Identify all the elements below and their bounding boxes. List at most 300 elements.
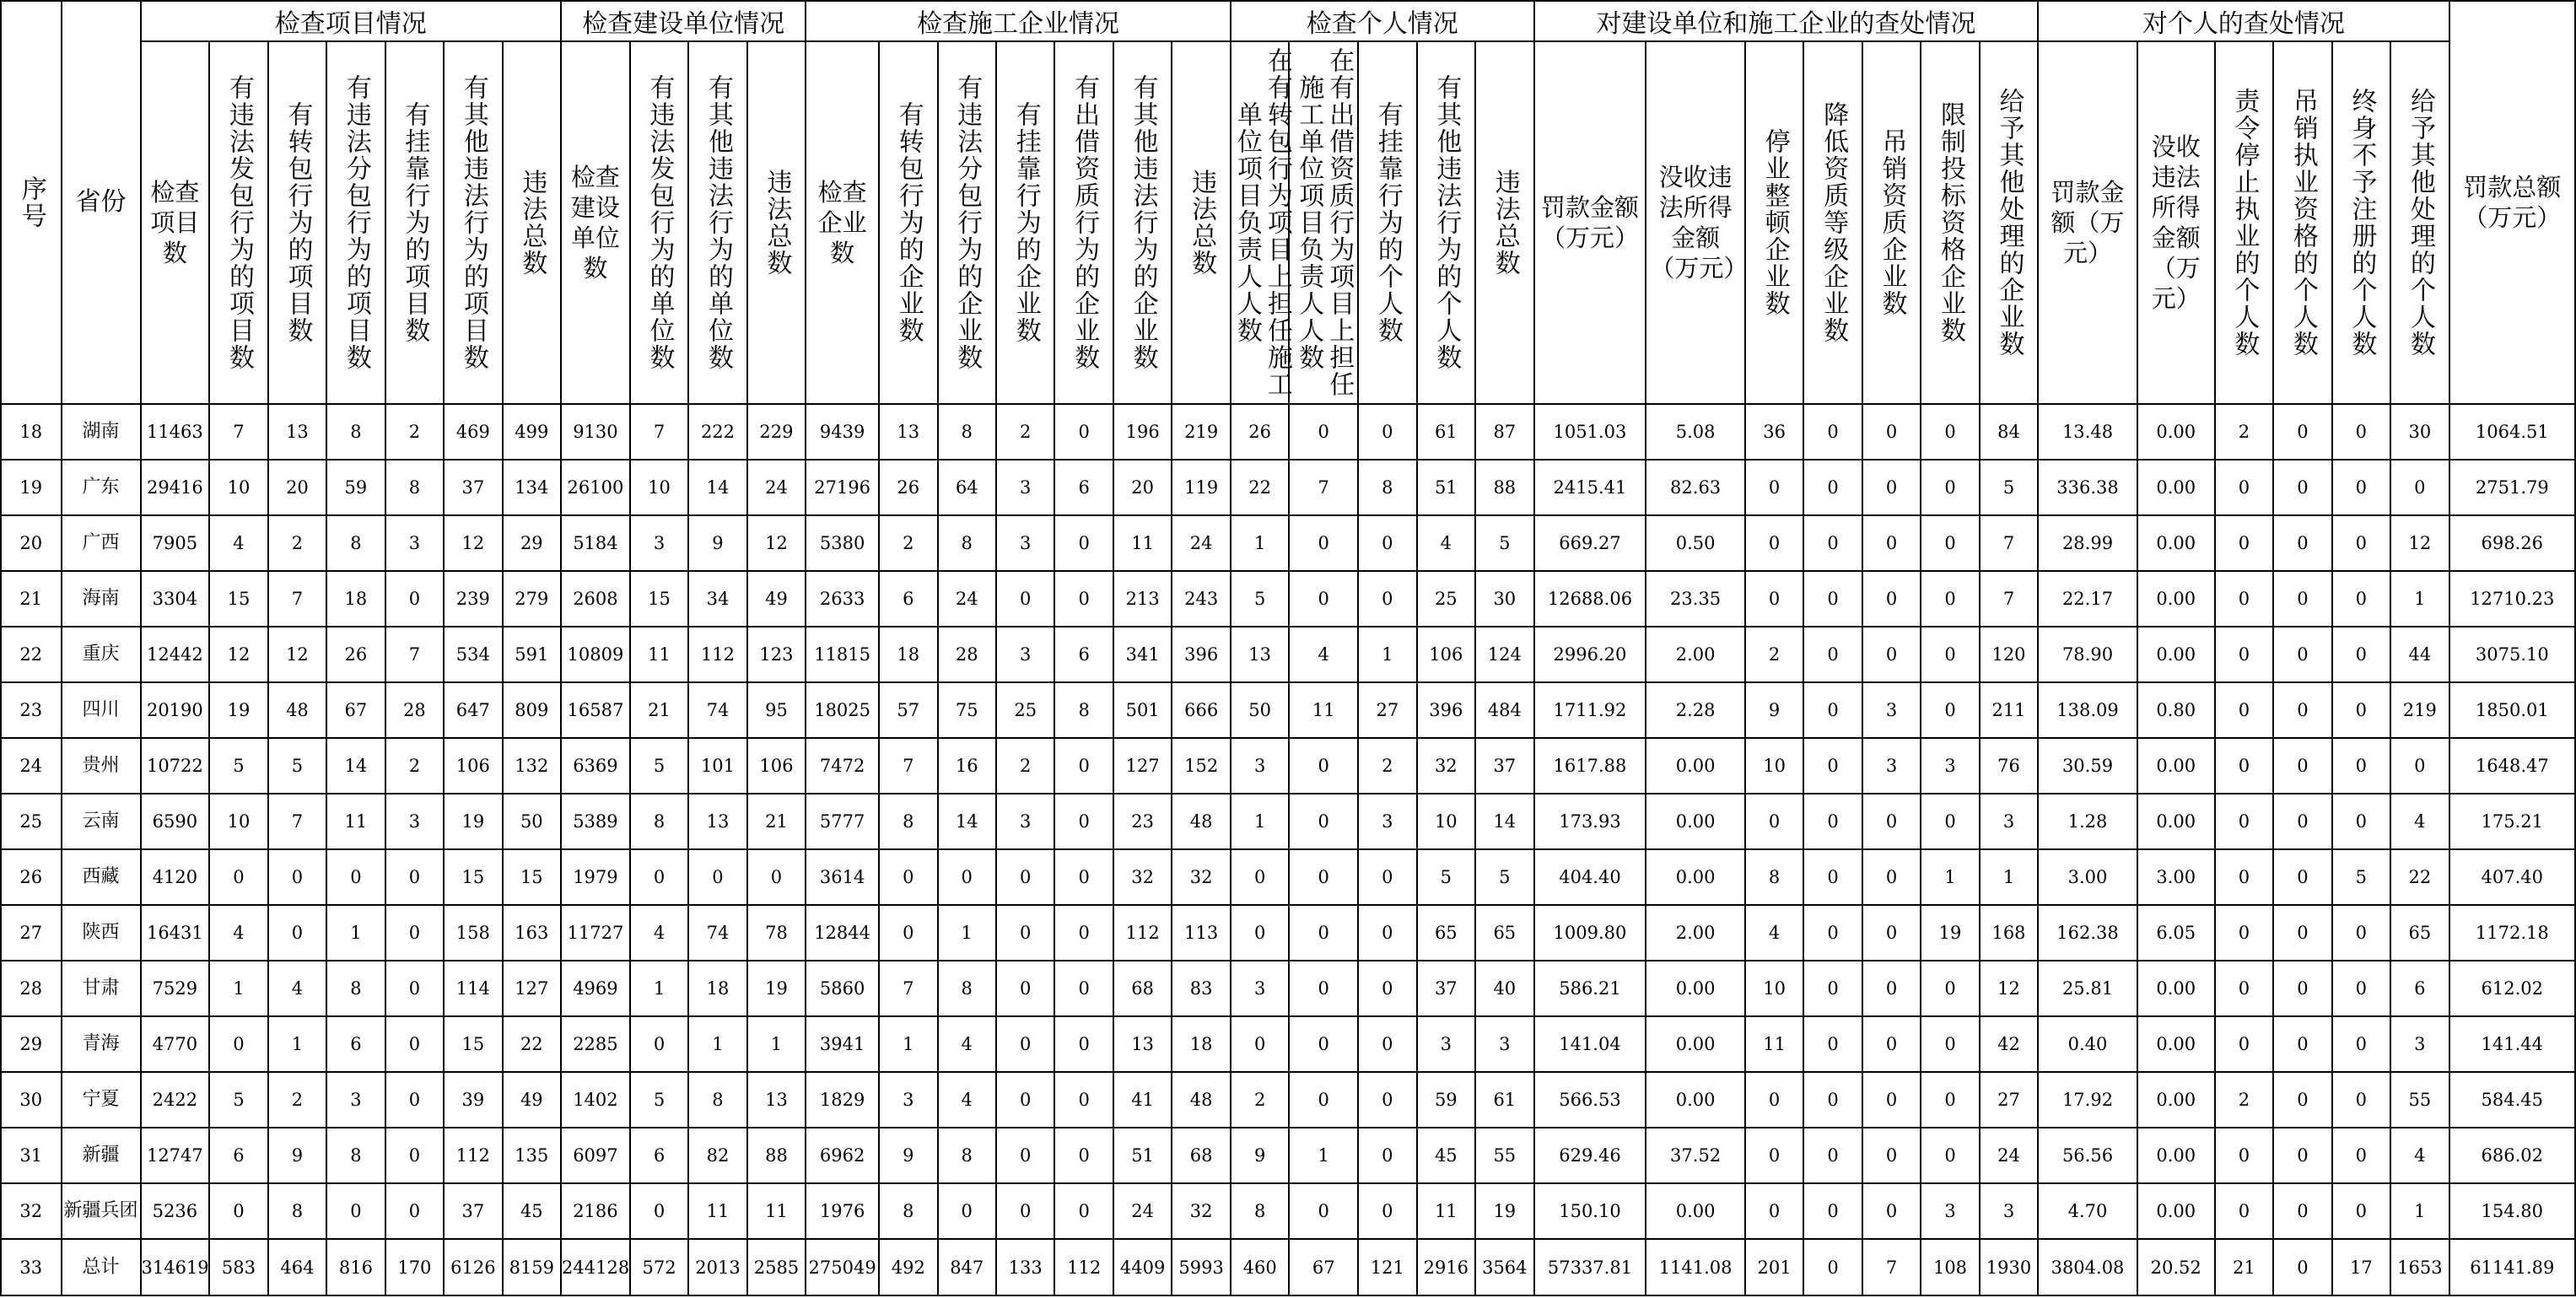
table-cell: 5 — [2332, 849, 2390, 905]
row-seq-cell: 22 — [1, 627, 62, 682]
col-header-12: 违法总数 — [747, 41, 806, 404]
table-cell: 113 — [1172, 905, 1231, 961]
table-cell: 5 — [1980, 460, 2039, 515]
table-cell: 3941 — [806, 1016, 879, 1072]
table-cell: 10 — [1745, 961, 1803, 1016]
row-seq-cell: 19 — [1, 460, 62, 515]
table-cell: 2 — [996, 738, 1054, 794]
table-cell: 37 — [1475, 738, 1534, 794]
table-cell: 0 — [879, 905, 937, 961]
table-cell: 10 — [209, 794, 267, 849]
table-cell: 0.00 — [1646, 849, 1744, 905]
table-cell: 1711.92 — [1534, 682, 1646, 738]
table-cell: 666 — [1172, 682, 1231, 738]
table-cell: 13 — [688, 794, 746, 849]
table-cell: 135 — [503, 1128, 561, 1183]
col-header-19: 违法总数 — [1172, 41, 1231, 404]
table-cell: 57337.81 — [1534, 1239, 1646, 1295]
table-cell: 0 — [1358, 1183, 1416, 1239]
row-province-cell: 西藏 — [62, 849, 141, 905]
row-province-cell: 新疆兵团 — [62, 1183, 141, 1239]
table-cell: 0 — [1862, 905, 1921, 961]
table-cell: 3 — [1921, 1183, 1979, 1239]
row-province-cell: 总计 — [62, 1239, 141, 1295]
table-cell: 9 — [688, 515, 746, 571]
table-cell: 0.40 — [2038, 1016, 2137, 1072]
table-cell: 11463 — [141, 404, 210, 460]
table-cell: 1009.80 — [1534, 905, 1646, 961]
table-cell: 9 — [879, 1128, 937, 1183]
table-cell: 6.05 — [2137, 905, 2215, 961]
table-cell: 106 — [747, 738, 806, 794]
table-cell: 0 — [2332, 460, 2390, 515]
table-cell: 18 — [688, 961, 746, 1016]
table-cell: 2 — [996, 404, 1054, 460]
table-cell: 2916 — [1417, 1239, 1475, 1295]
table-cell: 0 — [209, 1016, 267, 1072]
table-cell: 48 — [1172, 1072, 1231, 1128]
table-row — [1, 515, 2575, 571]
table-cell: 0 — [1862, 961, 1921, 1016]
table-cell: 0 — [1803, 460, 1862, 515]
table-cell: 0 — [1803, 515, 1862, 571]
table-cell: 124 — [1475, 627, 1534, 682]
table-cell: 3 — [630, 515, 688, 571]
table-cell: 0 — [268, 849, 326, 905]
row-province-cell: 海南 — [62, 571, 141, 627]
table-cell: 0.00 — [2137, 1128, 2215, 1183]
table-cell: 132 — [503, 738, 561, 794]
table-cell: 0 — [2215, 1183, 2273, 1239]
table-cell: 8 — [326, 961, 385, 1016]
table-cell: 0 — [996, 1072, 1054, 1128]
table-cell: 243 — [1172, 571, 1231, 627]
table-cell: 396 — [1417, 682, 1475, 738]
table-cell: 3614 — [806, 849, 879, 905]
table-cell: 134 — [503, 460, 561, 515]
table-cell: 5 — [1231, 571, 1289, 627]
table-cell: 18 — [1172, 1016, 1231, 1072]
table-cell: 0 — [1054, 571, 1113, 627]
col-header-27: 停业整顿企业数 — [1745, 41, 1803, 404]
table-cell: 34 — [688, 571, 746, 627]
table-cell: 0 — [2390, 460, 2449, 515]
table-cell: 11 — [326, 794, 385, 849]
table-row — [1, 794, 2575, 849]
table-cell: 13 — [1231, 627, 1289, 682]
table-cell: 4.70 — [2038, 1183, 2137, 1239]
table-cell: 0.00 — [2137, 1183, 2215, 1239]
table-cell: 1 — [1231, 794, 1289, 849]
table-cell: 0 — [630, 849, 688, 905]
table-cell: 12688.06 — [1534, 571, 1646, 627]
table-cell: 112 — [688, 627, 746, 682]
table-cell: 24 — [1980, 1128, 2039, 1183]
table-cell: 27 — [1358, 682, 1416, 738]
table-cell: 41 — [1113, 1072, 1172, 1128]
table-cell: 2013 — [688, 1239, 746, 1295]
table-cell: 18025 — [806, 682, 879, 738]
table-cell: 14 — [1475, 794, 1534, 849]
table-cell: 501 — [1113, 682, 1172, 738]
table-cell: 336.38 — [2038, 460, 2137, 515]
table-cell: 6 — [1054, 460, 1113, 515]
table-cell: 0 — [1862, 849, 1921, 905]
table-cell: 112 — [444, 1128, 502, 1183]
table-cell: 0 — [2332, 1183, 2390, 1239]
table-cell: 5 — [209, 738, 267, 794]
table-cell: 0 — [1289, 794, 1358, 849]
table-cell: 0.00 — [1646, 1016, 1744, 1072]
table-cell: 12442 — [141, 627, 210, 682]
table-cell: 0 — [1921, 794, 1979, 849]
table-cell: 6126 — [444, 1239, 502, 1295]
table-cell: 8 — [326, 1128, 385, 1183]
table-cell: 0 — [2332, 627, 2390, 682]
table-cell: 12710.23 — [2449, 571, 2575, 627]
table-cell: 0 — [385, 1128, 444, 1183]
table-cell: 40 — [1475, 961, 1534, 1016]
table-row — [1, 849, 2575, 905]
table-cell: 49 — [747, 571, 806, 627]
table-cell: 3 — [1475, 1016, 1534, 1072]
table-cell: 8 — [268, 1183, 326, 1239]
row-seq-cell: 21 — [1, 571, 62, 627]
table-cell: 0.00 — [2137, 1072, 2215, 1128]
table-row — [1, 905, 2575, 961]
table-cell: 0 — [1803, 627, 1862, 682]
table-cell: 0 — [1803, 738, 1862, 794]
table-cell: 26 — [879, 460, 937, 515]
table-cell: 20 — [268, 460, 326, 515]
table-cell: 0 — [1054, 404, 1113, 460]
table-cell: 8 — [938, 404, 996, 460]
table-cell: 5777 — [806, 794, 879, 849]
table-cell: 0 — [1862, 627, 1921, 682]
col-header-29: 吊销资质企业数 — [1862, 41, 1921, 404]
row-province-cell: 陕西 — [62, 905, 141, 961]
table-cell: 0 — [385, 571, 444, 627]
table-cell: 7472 — [806, 738, 879, 794]
table-cell: 1648.47 — [2449, 738, 2575, 794]
table-cell: 10 — [209, 460, 267, 515]
table-cell: 1064.51 — [2449, 404, 2575, 460]
row-province-cell: 四川 — [62, 682, 141, 738]
table-cell: 629.46 — [1534, 1128, 1646, 1183]
table-cell: 6 — [879, 571, 937, 627]
table-cell: 11 — [1745, 1016, 1803, 1072]
table-cell: 20 — [1113, 460, 1172, 515]
table-cell: 3804.08 — [2038, 1239, 2137, 1295]
col-header-15: 有违法分包行为的企业数 — [938, 41, 996, 404]
table-cell: 0 — [1745, 515, 1803, 571]
table-cell: 23.35 — [1646, 571, 1744, 627]
table-cell: 10 — [1745, 738, 1803, 794]
table-cell: 0 — [1803, 682, 1862, 738]
table-cell: 698.26 — [2449, 515, 2575, 571]
table-cell: 42 — [1980, 1016, 2039, 1072]
table-cell: 8 — [1231, 1183, 1289, 1239]
table-cell: 5 — [630, 1072, 688, 1128]
table-cell: 12 — [268, 627, 326, 682]
row-province-cell: 广西 — [62, 515, 141, 571]
table-cell: 3 — [996, 515, 1054, 571]
table-cell: 13.48 — [2038, 404, 2137, 460]
col-header-3: 有违法发包行为的项目数 — [209, 41, 267, 404]
table-cell: 26100 — [561, 460, 630, 515]
table-cell: 0 — [938, 1183, 996, 1239]
col-header-30: 限制投标资格企业数 — [1921, 41, 1979, 404]
table-cell: 44 — [2390, 627, 2449, 682]
table-cell: 84 — [1980, 404, 2039, 460]
table-cell: 4 — [938, 1016, 996, 1072]
table-cell: 0 — [2215, 1016, 2273, 1072]
table-cell: 13 — [879, 404, 937, 460]
table-cell: 0.00 — [1646, 1072, 1744, 1128]
table-cell: 6590 — [141, 794, 210, 849]
table-cell: 0 — [1231, 849, 1289, 905]
table-cell: 7 — [209, 404, 267, 460]
table-cell: 0 — [2273, 794, 2331, 849]
table-cell: 0 — [1921, 571, 1979, 627]
table-cell: 0 — [2332, 905, 2390, 961]
table-cell: 9439 — [806, 404, 879, 460]
row-province-cell: 甘肃 — [62, 961, 141, 1016]
table-cell: 14 — [688, 460, 746, 515]
table-cell: 196 — [1113, 404, 1172, 460]
table-cell: 0 — [1289, 905, 1358, 961]
table-cell: 314619 — [141, 1239, 210, 1295]
table-cell: 55 — [2390, 1072, 2449, 1128]
table-cell: 244128 — [561, 1239, 630, 1295]
table-cell: 0 — [1358, 515, 1416, 571]
col-header-8: 违法总数 — [503, 41, 561, 404]
table-cell: 0 — [1862, 571, 1921, 627]
table-cell: 3 — [996, 794, 1054, 849]
table-cell: 1 — [268, 1016, 326, 1072]
table-cell: 11 — [688, 1183, 746, 1239]
table-cell: 95 — [747, 682, 806, 738]
table-cell: 0 — [385, 1183, 444, 1239]
table-cell: 61 — [1417, 404, 1475, 460]
table-cell: 2 — [879, 515, 937, 571]
table-cell: 18 — [326, 571, 385, 627]
table-cell: 1829 — [806, 1072, 879, 1128]
table-cell: 9 — [1231, 1128, 1289, 1183]
table-cell: 0 — [1862, 515, 1921, 571]
table-cell: 120 — [1980, 627, 2039, 682]
table-cell: 5 — [268, 738, 326, 794]
table-cell: 1402 — [561, 1072, 630, 1128]
table-cell: 22 — [2390, 849, 2449, 905]
table-cell: 1850.01 — [2449, 682, 2575, 738]
group-header-penalties-org: 对建设单位和施工企业的查处情况 — [1534, 1, 2039, 41]
col-header-seq: 序号 — [1, 1, 62, 404]
table-cell: 3 — [996, 460, 1054, 515]
col-header-province: 省份 — [62, 1, 141, 404]
table-cell: 0 — [1358, 1072, 1416, 1128]
table-cell: 24 — [1172, 515, 1231, 571]
table-cell: 20190 — [141, 682, 210, 738]
table-cell: 74 — [688, 905, 746, 961]
table-cell: 36 — [1745, 404, 1803, 460]
row-seq-cell: 31 — [1, 1128, 62, 1183]
table-cell: 16587 — [561, 682, 630, 738]
table-cell: 0.00 — [1646, 794, 1744, 849]
table-cell: 0 — [1921, 1128, 1979, 1183]
table-cell: 2285 — [561, 1016, 630, 1072]
table-cell: 0 — [2273, 627, 2331, 682]
table-cell: 6 — [1054, 627, 1113, 682]
row-seq-cell: 20 — [1, 515, 62, 571]
table-cell: 3 — [996, 627, 1054, 682]
row-seq-cell: 24 — [1, 738, 62, 794]
table-cell: 0 — [1289, 515, 1358, 571]
table-cell: 88 — [747, 1128, 806, 1183]
row-seq-cell: 29 — [1, 1016, 62, 1072]
table-cell: 0 — [1358, 1128, 1416, 1183]
table-cell: 2 — [268, 515, 326, 571]
row-province-cell: 云南 — [62, 794, 141, 849]
table-cell: 1 — [747, 1016, 806, 1072]
table-cell: 138.09 — [2038, 682, 2137, 738]
table-cell: 4409 — [1113, 1239, 1172, 1295]
table-cell: 6962 — [806, 1128, 879, 1183]
table-cell: 29 — [503, 515, 561, 571]
table-row — [1, 571, 2575, 627]
table-cell: 0 — [1803, 1016, 1862, 1072]
table-row — [1, 682, 2575, 738]
table-cell: 4770 — [141, 1016, 210, 1072]
table-cell: 21 — [747, 794, 806, 849]
table-cell: 407.40 — [2449, 849, 2575, 905]
table-cell: 0 — [2215, 682, 2273, 738]
table-cell: 24 — [1113, 1183, 1172, 1239]
table-cell: 0 — [1803, 404, 1862, 460]
table-cell: 2 — [1745, 627, 1803, 682]
table-cell: 3 — [1231, 738, 1289, 794]
table-cell: 0 — [2332, 515, 2390, 571]
table-cell: 0 — [385, 961, 444, 1016]
table-cell: 2996.20 — [1534, 627, 1646, 682]
table-cell: 28 — [938, 627, 996, 682]
table-cell: 57 — [879, 682, 937, 738]
table-cell: 0 — [996, 1183, 1054, 1239]
table-cell: 32 — [1172, 849, 1231, 905]
table-cell: 0 — [2273, 1128, 2331, 1183]
table-cell: 173.93 — [1534, 794, 1646, 849]
table-cell: 0.00 — [2137, 515, 2215, 571]
table-cell: 17.92 — [2038, 1072, 2137, 1128]
table-cell: 0.00 — [1646, 738, 1744, 794]
col-header-total-fine: 罚款总额（万元） — [2449, 1, 2575, 404]
table-cell: 11 — [1289, 682, 1358, 738]
table-cell: 67 — [326, 682, 385, 738]
row-seq-cell: 33 — [1, 1239, 62, 1295]
table-cell: 0 — [1745, 571, 1803, 627]
table-cell: 0 — [1358, 905, 1416, 961]
col-header-4: 有转包行为的项目数 — [268, 41, 326, 404]
table-cell: 396 — [1172, 627, 1231, 682]
table-cell: 1 — [2390, 571, 2449, 627]
table-cell: 1 — [1980, 849, 2039, 905]
table-cell: 0 — [2273, 961, 2331, 1016]
table-cell: 0 — [1921, 961, 1979, 1016]
table-cell: 8 — [688, 1072, 746, 1128]
table-cell: 0 — [1921, 460, 1979, 515]
table-row — [1, 460, 2575, 515]
table-cell: 0 — [326, 849, 385, 905]
table-cell: 499 — [503, 404, 561, 460]
table-cell: 0 — [1921, 1072, 1979, 1128]
table-cell: 7 — [879, 961, 937, 1016]
table-cell: 25.81 — [2038, 961, 2137, 1016]
table-cell: 5993 — [1172, 1239, 1231, 1295]
table-cell: 2 — [2215, 1072, 2273, 1128]
col-header-23: 有其他违法行为的个人数 — [1417, 41, 1475, 404]
table-cell: 572 — [630, 1239, 688, 1295]
table-cell: 78 — [747, 905, 806, 961]
table-cell: 0 — [2215, 460, 2273, 515]
table-cell: 22 — [503, 1016, 561, 1072]
table-cell: 8 — [1054, 682, 1113, 738]
table-cell: 5.08 — [1646, 404, 1744, 460]
table-cell: 3 — [1980, 794, 2039, 849]
table-cell: 141.44 — [2449, 1016, 2575, 1072]
table-cell: 6 — [630, 1128, 688, 1183]
table-cell: 0 — [1921, 515, 1979, 571]
table-cell: 10722 — [141, 738, 210, 794]
table-cell: 152 — [1172, 738, 1231, 794]
table-cell: 275049 — [806, 1239, 879, 1295]
table-cell: 112 — [1054, 1239, 1113, 1295]
table-cell: 686.02 — [2449, 1128, 2575, 1183]
table-cell: 0.80 — [2137, 682, 2215, 738]
table-cell: 19 — [1475, 1183, 1534, 1239]
table-cell: 0 — [1803, 571, 1862, 627]
table-cell: 7 — [268, 794, 326, 849]
table-cell: 0 — [1289, 849, 1358, 905]
table-cell: 0 — [1921, 404, 1979, 460]
table-cell: 14 — [938, 794, 996, 849]
table-cell: 0 — [996, 905, 1054, 961]
table-cell: 0 — [1358, 1016, 1416, 1072]
table-cell: 0 — [879, 849, 937, 905]
table-cell: 12 — [747, 515, 806, 571]
table-cell: 0 — [1054, 905, 1113, 961]
table-cell: 0 — [1054, 849, 1113, 905]
col-header-34: 责令停止执业的个人数 — [2215, 41, 2273, 404]
table-cell: 26 — [326, 627, 385, 682]
table-cell: 2 — [1358, 738, 1416, 794]
row-province-cell: 新疆 — [62, 1128, 141, 1183]
table-cell: 68 — [1172, 1128, 1231, 1183]
table-cell: 2.00 — [1646, 905, 1744, 961]
table-cell: 21 — [2215, 1239, 2273, 1295]
table-cell: 26 — [1231, 404, 1289, 460]
table-cell: 7905 — [141, 515, 210, 571]
table-cell: 25 — [1417, 571, 1475, 627]
table-cell: 0 — [2215, 627, 2273, 682]
table-row — [1, 738, 2575, 794]
table-cell: 27196 — [806, 460, 879, 515]
table-cell: 0 — [2273, 905, 2331, 961]
table-cell: 7 — [1980, 515, 2039, 571]
table-cell: 0.00 — [1646, 1183, 1744, 1239]
table-cell: 45 — [503, 1183, 561, 1239]
table-row — [1, 627, 2575, 682]
table-cell: 0 — [326, 1183, 385, 1239]
